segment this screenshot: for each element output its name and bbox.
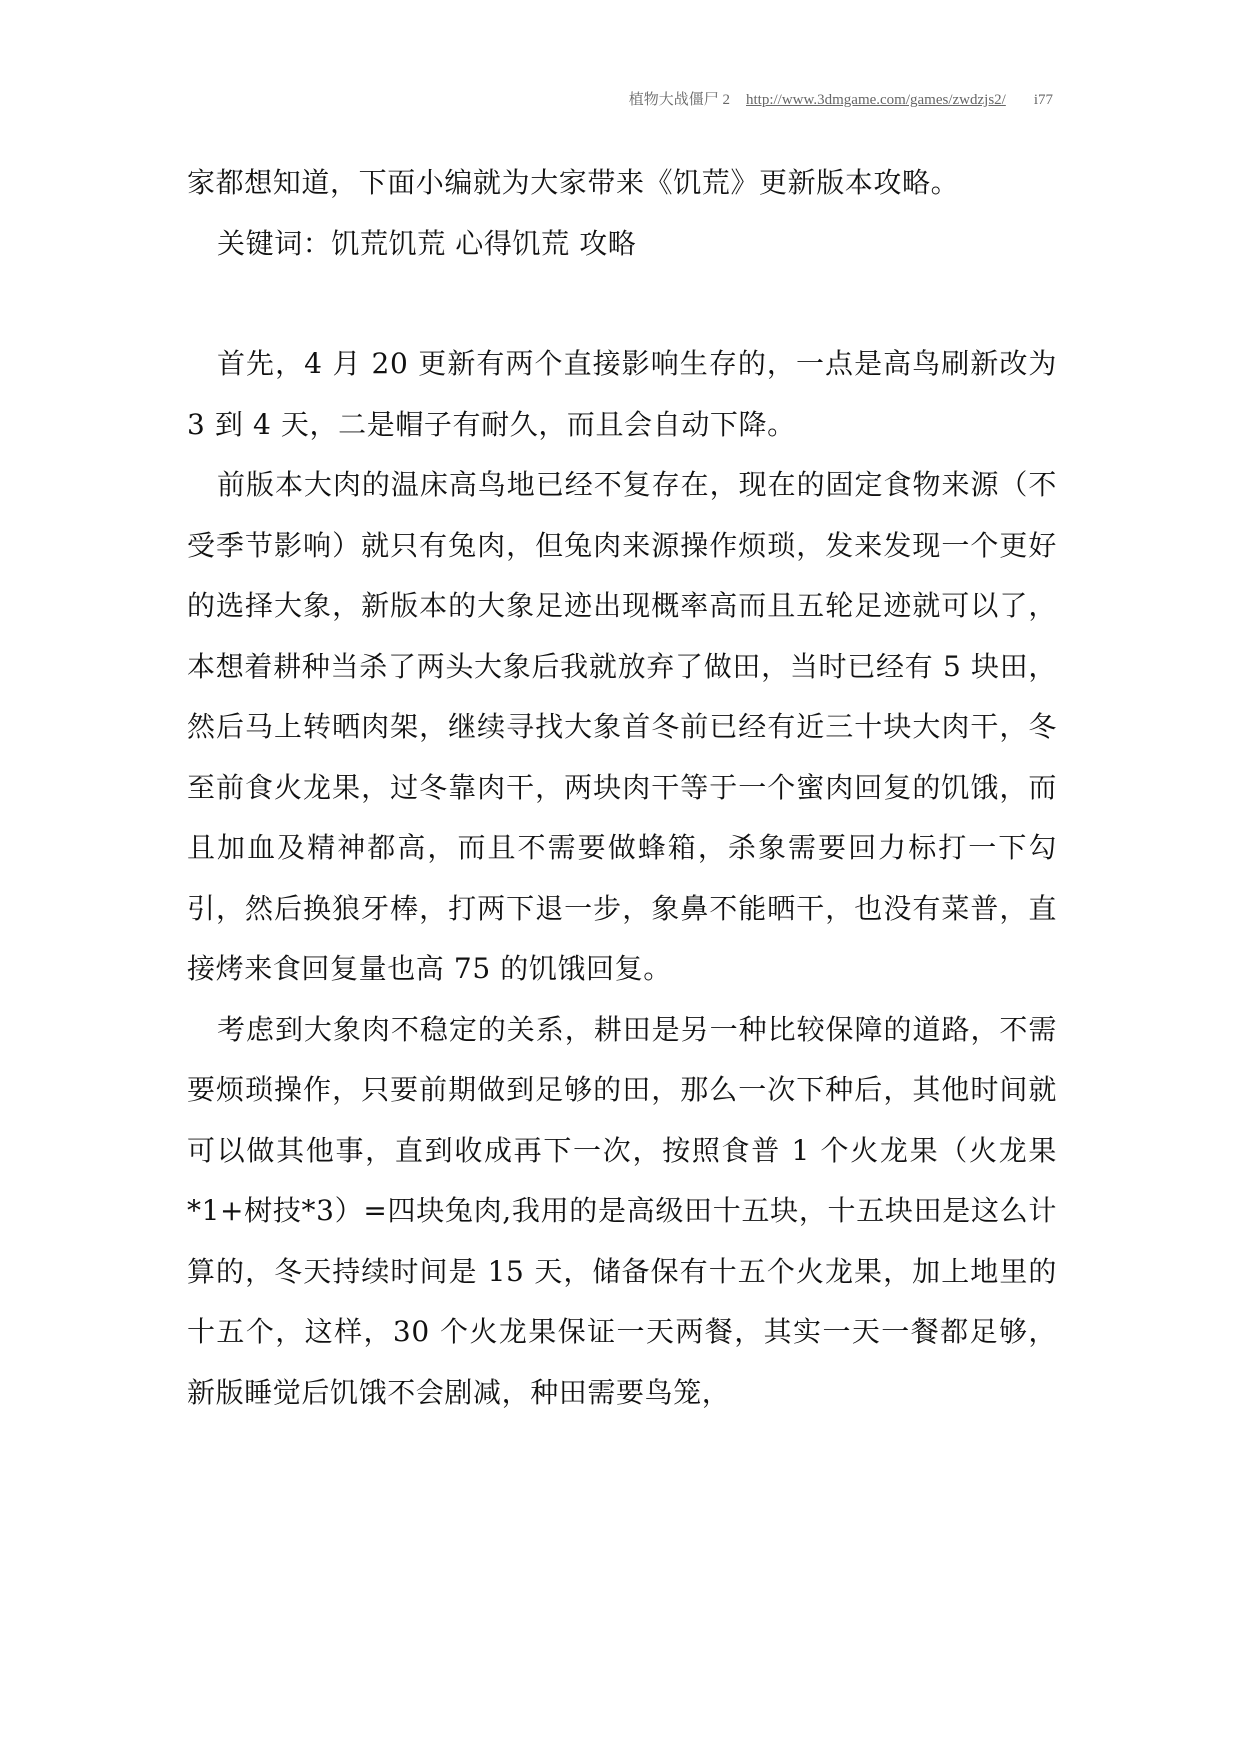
paragraph-update-notes: 首先，4 月 20 更新有两个直接影响生存的，一点是高鸟刷新改为 3 到 4 天，二是帽子有耐久，而且会自动下降。	[187, 347, 1057, 441]
header-page-number: i77	[1033, 92, 1053, 108]
paragraph-farming-strategy: 考虑到大象肉不稳定的关系，耕田是另一种比较保障的道路，不需要烦琐操作，只要前期做到足够的田，那么一次下种后，其他时间就可以做其他事，直到收成再下一次，按照食普 1 个火龙果（火龙果*1+树技*3）=四块兔肉,我用的是高级田十五块，十五块田是这么计算的，冬天持续时间是 15 天，储备保有十五个火龙果，加上地里的十五个，这样，30 个火龙果保证一天两餐，其实一天一餐都足够，新版睡觉后饥饿不会剧减，种田需要鸟笼，	[187, 1012, 1057, 1409]
article-body	[187, 153, 1057, 1423]
paragraph-intro-continued: 家都想知道，下面小编就为大家带来《饥荒》更新版本攻略。	[187, 166, 960, 199]
page-header	[629, 88, 1053, 109]
paragraph-elephant-strategy: 前版本大肉的温床高鸟地已经不复存在，现在的固定食物来源（不受季节影响）就只有兔肉，但兔肉来源操作烦琐，发来发现一个更好的选择大象，新版本的大象足迹出现概率高而且五轮足迹就可以了，本想着耕种当杀了两头大象后我就放弃了做田，当时已经有 5 块田，然后马上转晒肉架，继续寻找大象首冬前已经有近三十块大肉干，冬至前食火龙果，过冬靠肉干，两块肉干等于一个蜜肉回复的饥饿，而且加血及精神都高，而且不需要做蜂箱，杀象需要回力标打一下勾引，然后换狼牙棒，打两下退一步，象鼻不能晒干，也没有菜普，直接烤来食回复量也高 75 的饥饿回复。	[187, 468, 1057, 985]
header-site-link[interactable]: http://www.3dmgame.com/games/zwdzjs2/	[746, 92, 1006, 108]
paragraph-keywords: 关键词：饥荒饥荒 心得饥荒 攻略	[217, 226, 637, 260]
header-site-title: 植物大战僵尸 2	[628, 92, 731, 108]
